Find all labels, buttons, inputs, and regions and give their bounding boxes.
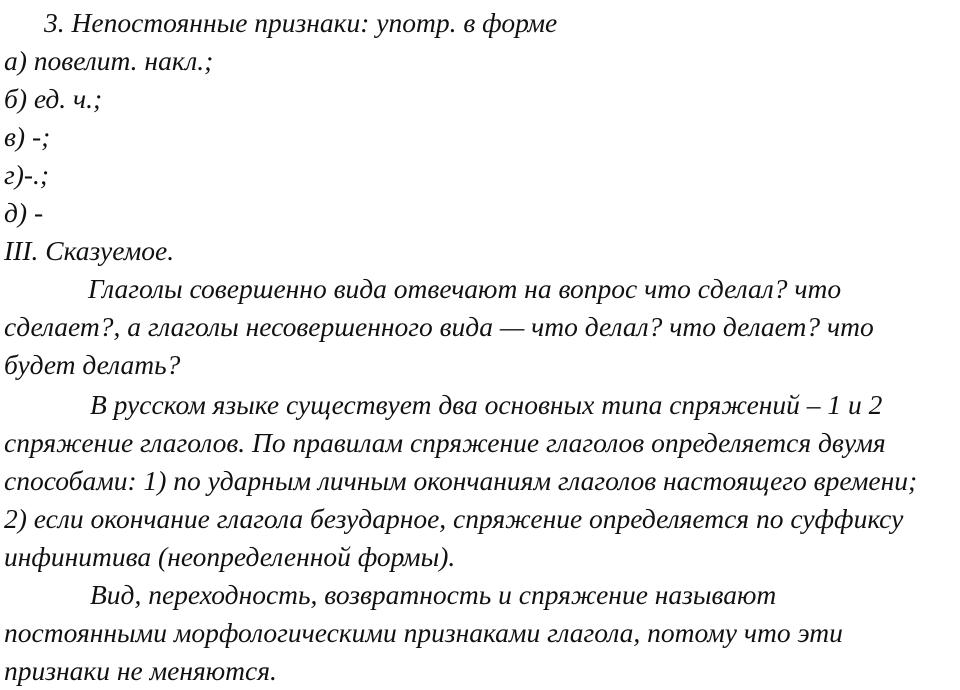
text-line: постоянными морфологическими признаками глагола, потому что эти [4, 617, 843, 648]
text-line: инфинитива (неопределенной формы). [4, 541, 456, 572]
text-line: а) повелит. накл.; [4, 45, 214, 76]
section-heading: III. Сказуемое. [4, 235, 175, 266]
text-line: способами: 1) по ударным личным окончаниям глаголов настоящего времени; [4, 465, 918, 496]
text-line: сделает?, а глаголы несовершенного вида — что делал? что делает? что [4, 311, 874, 342]
text-line: г)-.; [4, 159, 50, 190]
text-line: 3. Непостоянные признаки: употр. в форме [44, 7, 558, 38]
text-line: 2) если окончание глагола безударное, спряжение определяется по суффиксу [4, 503, 904, 534]
text-line: б) ед. ч.; [4, 83, 103, 114]
text-line: Вид, переходность, возвратность и спряжение называют [90, 579, 777, 610]
text-line: будет делать? [4, 349, 181, 380]
text-line: Глаголы совершенно вида отвечают на вопрос что сделал? что [88, 273, 842, 304]
text-line: спряжение глаголов. По правилам спряжение глаголов определяется двумя [4, 427, 886, 458]
text-line: в) -; [4, 121, 51, 152]
text-line: В русском языке существует два основных типа спряжений – 1 и 2 [90, 389, 883, 420]
text-line: д) - [4, 197, 44, 228]
text-line: признаки не меняются. [4, 655, 277, 686]
